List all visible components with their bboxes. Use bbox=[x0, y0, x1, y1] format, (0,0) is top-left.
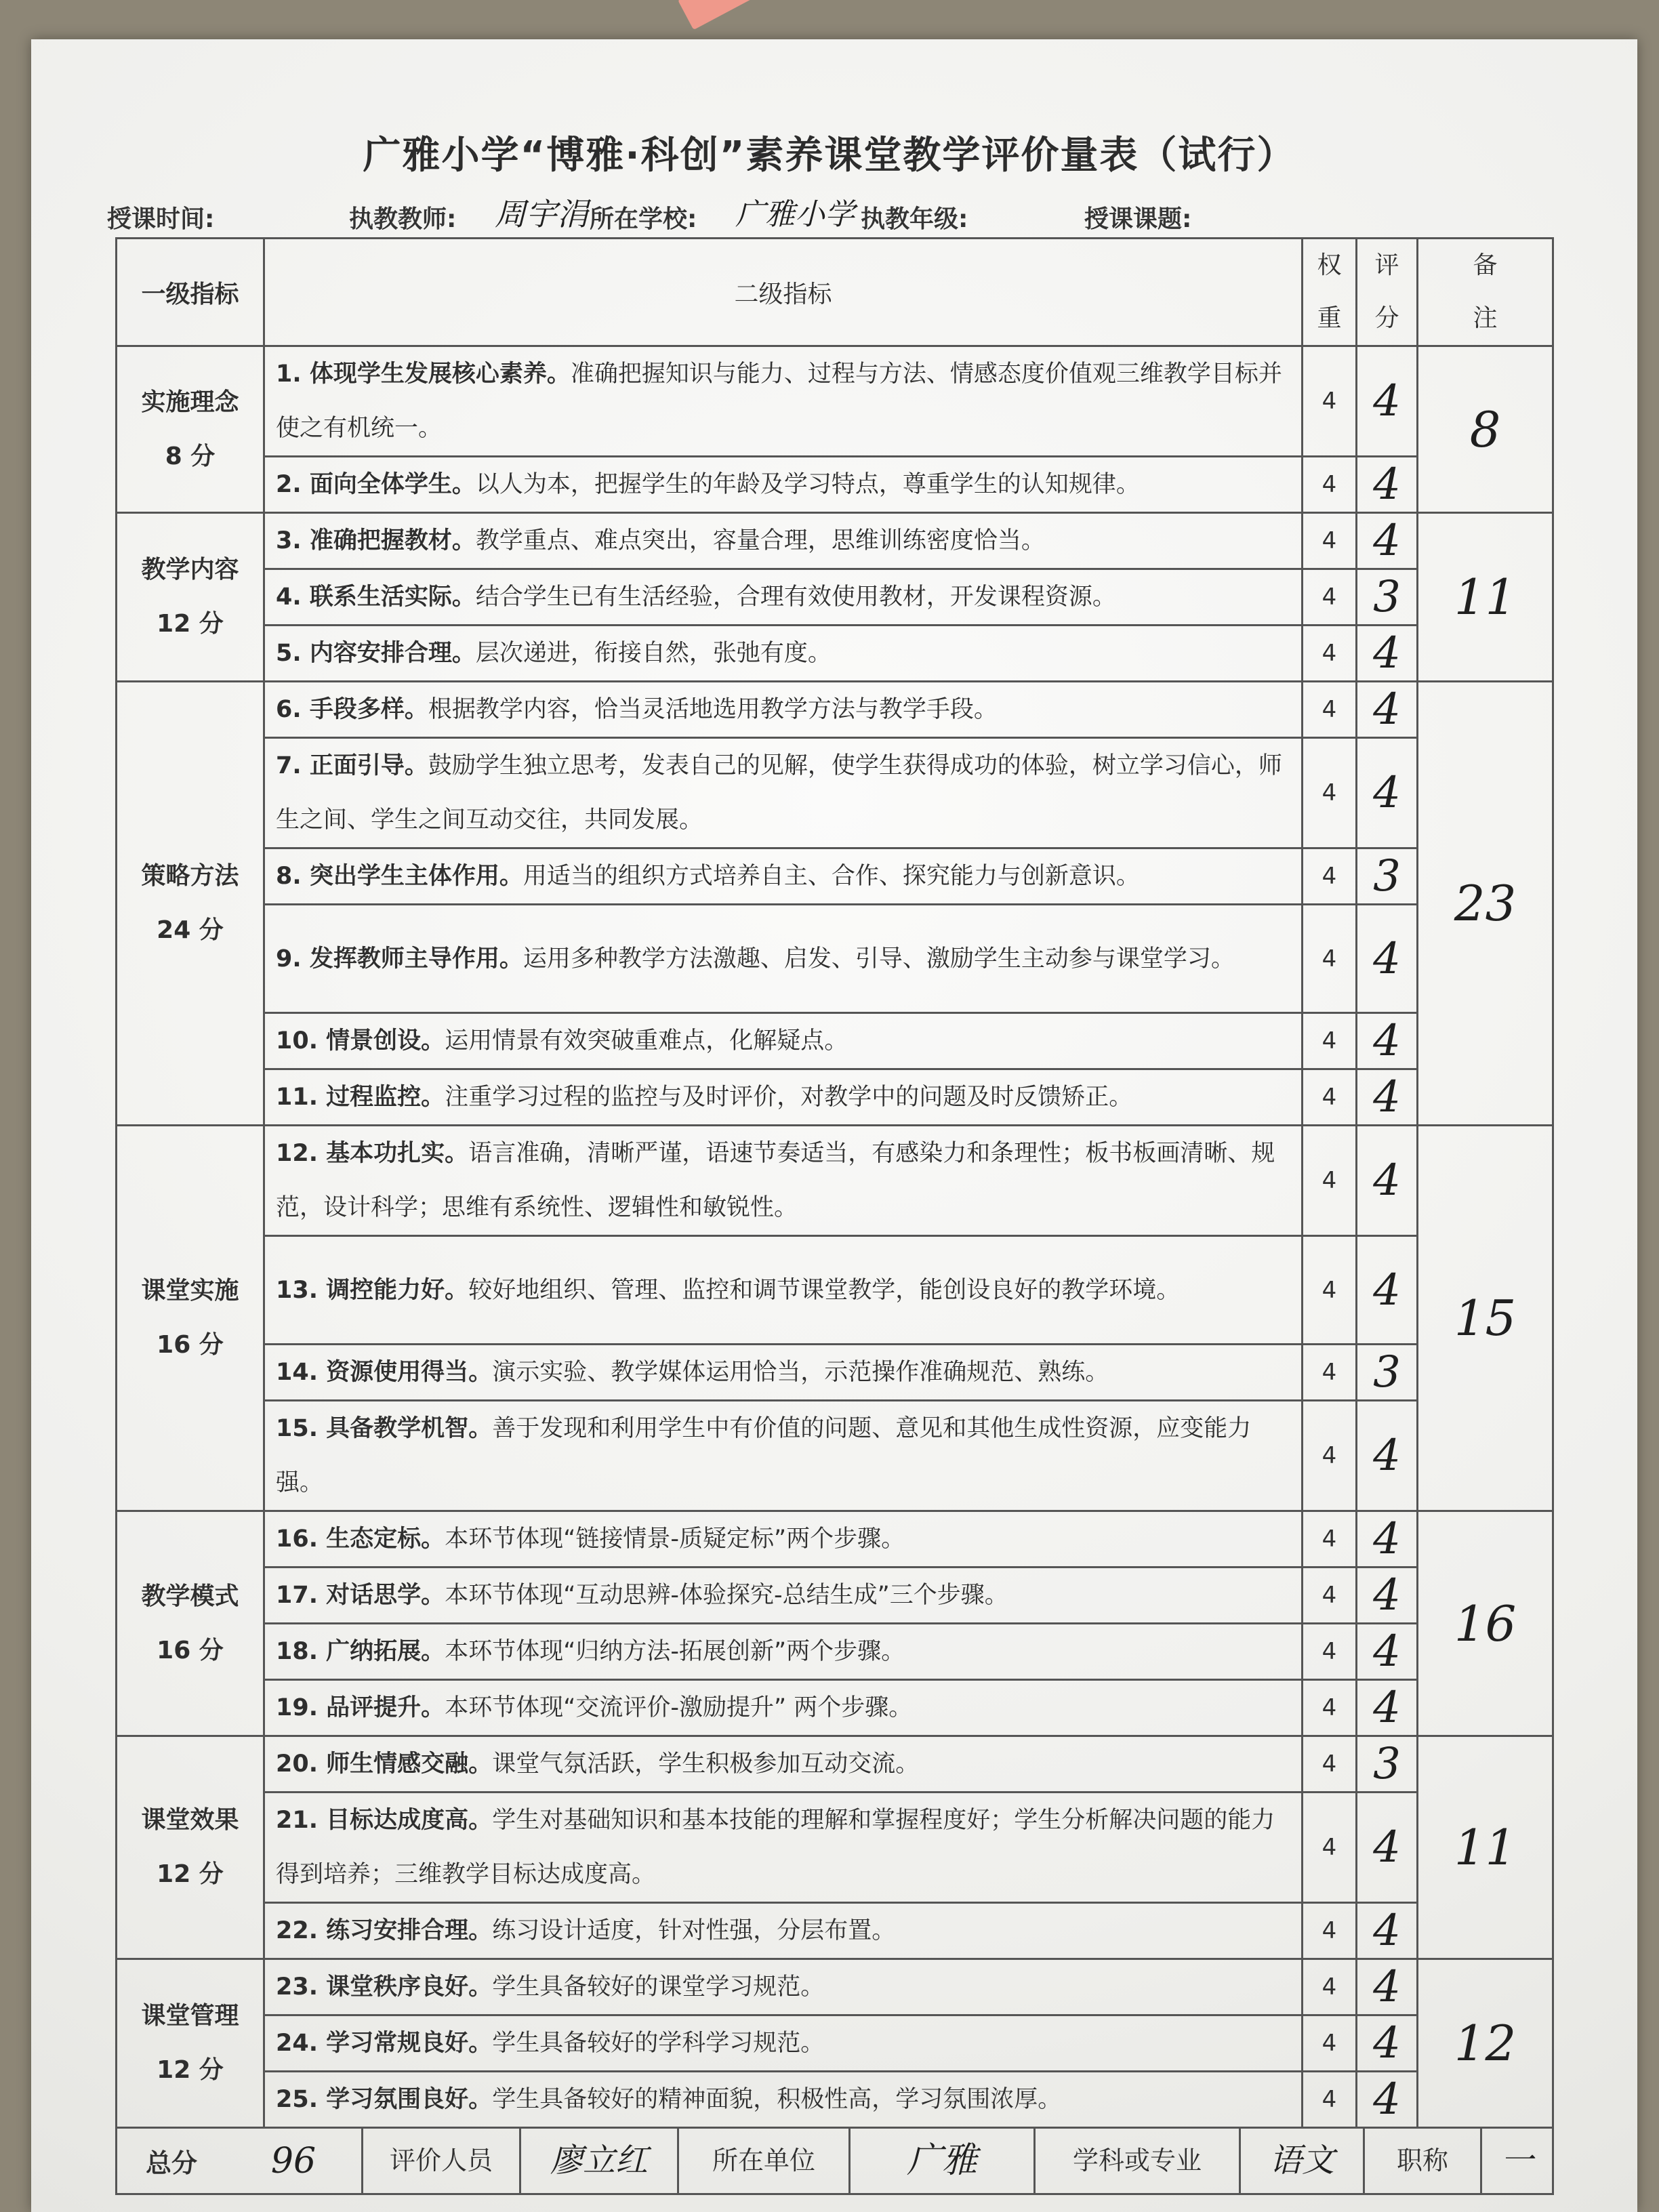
weight-cell: 4 bbox=[1303, 1013, 1357, 1069]
level2-indicator bbox=[264, 1345, 1303, 1401]
evaluation-table bbox=[115, 237, 1554, 2195]
job-title-value: 一 bbox=[1480, 2129, 1552, 2193]
level1-indicator bbox=[117, 1126, 264, 1511]
level2-description: 善于发现和利用学生中有价值的问题、意见和其他生成性资源，应变能力强。 bbox=[276, 1415, 1252, 1496]
level2-description: 以人为本，把握学生的年龄及学习特点，尊重学生的认知规律。 bbox=[475, 471, 1140, 498]
weight-cell: 4 bbox=[1303, 848, 1357, 905]
level2-indicator bbox=[264, 1013, 1303, 1069]
table-row bbox=[117, 1236, 1553, 1345]
table-row bbox=[117, 2072, 1553, 2128]
weight-cell: 4 bbox=[1303, 1959, 1357, 2015]
score-cell: 4 bbox=[1357, 1236, 1418, 1345]
level1-indicator bbox=[117, 1511, 264, 1736]
level1-indicator bbox=[117, 346, 264, 513]
subject-value: 语文 bbox=[1239, 2129, 1363, 2193]
score-cell: 4 bbox=[1357, 905, 1418, 1013]
level2-title: 17. 对话思学。 bbox=[276, 1582, 445, 1609]
score-cell: 4 bbox=[1357, 682, 1418, 738]
teacher-value: 周宇涓 bbox=[495, 196, 588, 232]
level2-description: 教学重点、难点突出，容量合理，思维训练密度恰当。 bbox=[475, 527, 1045, 554]
level2-indicator bbox=[264, 905, 1303, 1013]
weight-cell: 4 bbox=[1303, 2015, 1357, 2072]
level2-title: 8. 突出学生主体作用。 bbox=[276, 863, 523, 890]
unit-value: 广雅 bbox=[848, 2129, 1033, 2193]
level1-name: 策略方法 bbox=[141, 862, 239, 890]
level2-indicator bbox=[264, 2015, 1303, 2072]
table-row bbox=[117, 1069, 1553, 1126]
evaluator-value: 廖立红 bbox=[519, 2129, 677, 2193]
table-row bbox=[117, 738, 1553, 848]
level1-indicator bbox=[117, 513, 264, 682]
weight-cell: 4 bbox=[1303, 1680, 1357, 1736]
level2-indicator bbox=[264, 1680, 1303, 1736]
col-header-level2: 二级指标 bbox=[264, 239, 1303, 346]
level2-title: 12. 基本功扎实。 bbox=[276, 1140, 469, 1167]
col-header-note: 备 注 bbox=[1418, 239, 1553, 346]
school-value: 广雅小学 bbox=[735, 197, 855, 232]
weight-cell: 4 bbox=[1303, 905, 1357, 1013]
level2-description: 用适当的组织方式培养自主、合作、探究能力与创新意识。 bbox=[523, 863, 1140, 890]
level2-description: 本环节体现“归纳方法-拓展创新”两个步骤。 bbox=[445, 1638, 905, 1665]
level2-title: 25. 学习氛围良好。 bbox=[276, 2086, 493, 2113]
weight-cell: 4 bbox=[1303, 1236, 1357, 1345]
score-cell: 4 bbox=[1357, 457, 1418, 513]
level2-title: 22. 练习安排合理。 bbox=[276, 1917, 493, 1944]
level2-title: 7. 正面引导。 bbox=[276, 752, 428, 779]
score-cell: 3 bbox=[1357, 1736, 1418, 1793]
level1-name: 教学内容 bbox=[141, 556, 239, 583]
level2-indicator bbox=[264, 1126, 1303, 1236]
level2-title: 14. 资源使用得当。 bbox=[276, 1359, 493, 1386]
level2-title: 2. 面向全体学生。 bbox=[276, 471, 476, 498]
level2-title: 23. 课堂秩序良好。 bbox=[276, 1973, 493, 2001]
level2-indicator bbox=[264, 1401, 1303, 1511]
table-row bbox=[117, 1126, 1553, 1236]
teacher-label: 执教教师: bbox=[349, 205, 457, 233]
note-subtotal: 11 bbox=[1418, 513, 1553, 682]
level2-description: 鼓励学生独立思考，发表自己的见解，使学生获得成功的体验，树立学习信心，师生之间、学生之间互动交往，共同发展。 bbox=[276, 752, 1282, 834]
level2-description: 学生具备较好的课堂学习规范。 bbox=[492, 1973, 825, 2001]
weight-cell: 4 bbox=[1303, 1126, 1357, 1236]
score-cell: 3 bbox=[1357, 848, 1418, 905]
level2-description: 运用多种教学方法激趣、启发、引导、激励学生主动参与课堂学习。 bbox=[523, 945, 1235, 972]
weight-cell: 4 bbox=[1303, 1401, 1357, 1511]
table-row bbox=[117, 1903, 1553, 1959]
level2-title: 24. 学习常规良好。 bbox=[276, 2030, 493, 2057]
level2-indicator bbox=[264, 513, 1303, 569]
table-row bbox=[117, 905, 1553, 1013]
level2-indicator bbox=[264, 1736, 1303, 1793]
score-cell: 4 bbox=[1357, 626, 1418, 682]
table-header-row bbox=[117, 239, 1553, 346]
score-cell: 4 bbox=[1357, 1511, 1418, 1568]
level2-indicator bbox=[264, 848, 1303, 905]
table-row bbox=[117, 682, 1553, 738]
score-cell: 4 bbox=[1357, 738, 1418, 848]
level1-indicator bbox=[117, 1736, 264, 1959]
level2-indicator bbox=[264, 1511, 1303, 1568]
document-title: 广雅小学“博雅·科创”素养课堂教学评价量表（试行） bbox=[363, 134, 1296, 178]
weight-cell: 4 bbox=[1303, 1624, 1357, 1680]
level2-indicator bbox=[264, 1568, 1303, 1624]
level2-description: 本环节体现“链接情景-质疑定标”两个步骤。 bbox=[445, 1525, 905, 1553]
weight-cell: 4 bbox=[1303, 626, 1357, 682]
evaluator-label: 评价人员 bbox=[361, 2129, 519, 2193]
score-cell: 4 bbox=[1357, 1959, 1418, 2015]
table-row bbox=[117, 626, 1553, 682]
level2-description: 运用情景有效突破重难点，化解疑点。 bbox=[445, 1027, 848, 1054]
level1-name: 实施理念 bbox=[141, 388, 239, 416]
level1-name: 课堂效果 bbox=[141, 1806, 239, 1834]
table-row bbox=[117, 569, 1553, 626]
weight-cell: 4 bbox=[1303, 1793, 1357, 1903]
col-header-score: 评 分 bbox=[1357, 239, 1418, 346]
level2-description: 本环节体现“互动思辨-体验探究-总结生成”三个步骤。 bbox=[445, 1582, 1008, 1609]
level2-title: 11. 过程监控。 bbox=[276, 1084, 445, 1111]
level2-indicator bbox=[264, 1903, 1303, 1959]
grade-label: 执教年级: bbox=[861, 205, 968, 233]
weight-cell: 4 bbox=[1303, 346, 1357, 457]
level2-description: 注重学习过程的监控与及时评价，对教学中的问题及时反馈矫正。 bbox=[445, 1084, 1133, 1111]
job-title-label: 职称 bbox=[1363, 2129, 1480, 2193]
level1-name: 课堂管理 bbox=[141, 2002, 239, 2030]
note-subtotal: 8 bbox=[1418, 346, 1553, 513]
level1-points: 16 分 bbox=[157, 1331, 224, 1359]
level1-points: 12 分 bbox=[157, 610, 224, 638]
table-row bbox=[117, 1511, 1553, 1568]
score-cell: 4 bbox=[1357, 346, 1418, 457]
weight-cell: 4 bbox=[1303, 2072, 1357, 2128]
score-cell: 4 bbox=[1357, 2072, 1418, 2128]
table-row bbox=[117, 1345, 1553, 1401]
note-subtotal: 11 bbox=[1418, 1736, 1553, 1959]
level1-name: 课堂实施 bbox=[141, 1277, 239, 1305]
level1-indicator bbox=[117, 682, 264, 1126]
score-cell: 4 bbox=[1357, 1624, 1418, 1680]
table-row bbox=[117, 1736, 1553, 1793]
score-cell: 4 bbox=[1357, 1903, 1418, 1959]
table-row bbox=[117, 1680, 1553, 1736]
level2-description: 较好地组织、管理、监控和调节课堂教学，能创设良好的教学环境。 bbox=[468, 1276, 1181, 1304]
weight-cell: 4 bbox=[1303, 569, 1357, 626]
weight-cell: 4 bbox=[1303, 1345, 1357, 1401]
level2-title: 6. 手段多样。 bbox=[276, 696, 428, 723]
school-label: 所在学校: bbox=[590, 205, 697, 233]
teaching-time-label: 授课时间: bbox=[107, 205, 215, 233]
level2-description: 练习设计适度，针对性强，分层布置。 bbox=[492, 1917, 896, 1944]
level2-indicator bbox=[264, 346, 1303, 457]
level2-description: 根据教学内容，恰当灵活地选用教学方法与教学手段。 bbox=[428, 696, 998, 723]
note-subtotal: 15 bbox=[1418, 1126, 1553, 1511]
score-cell: 4 bbox=[1357, 1069, 1418, 1126]
weight-cell: 4 bbox=[1303, 457, 1357, 513]
level2-description: 本环节体现“交流评价-激励提升” 两个步骤。 bbox=[445, 1694, 913, 1721]
topic-label: 授课课题: bbox=[1084, 205, 1192, 233]
level2-description: 层次递进，衔接自然，张弛有度。 bbox=[475, 640, 832, 667]
weight-cell: 4 bbox=[1303, 1903, 1357, 1959]
level2-description: 准确把握知识与能力、过程与方法、情感态度价值观三维教学目标并使之有机统一。 bbox=[276, 361, 1282, 442]
weight-cell: 4 bbox=[1303, 1069, 1357, 1126]
score-cell: 4 bbox=[1357, 1680, 1418, 1736]
table-row bbox=[117, 1013, 1553, 1069]
level2-description: 学生具备较好的精神面貌，积极性高，学习氛围浓厚。 bbox=[492, 2086, 1062, 2113]
unit-label: 所在单位 bbox=[677, 2129, 848, 2193]
level2-indicator bbox=[264, 457, 1303, 513]
weight-cell: 4 bbox=[1303, 1511, 1357, 1568]
level1-indicator bbox=[117, 1959, 264, 2128]
level1-points: 12 分 bbox=[157, 1860, 224, 1888]
level2-description: 学生具备较好的学科学习规范。 bbox=[492, 2030, 825, 2057]
level2-indicator bbox=[264, 1069, 1303, 1126]
table-row bbox=[117, 1793, 1553, 1903]
score-cell: 4 bbox=[1357, 1126, 1418, 1236]
level2-title: 3. 准确把握教材。 bbox=[276, 527, 476, 554]
table-row bbox=[117, 1959, 1553, 2015]
weight-cell: 4 bbox=[1303, 682, 1357, 738]
weight-cell: 4 bbox=[1303, 1736, 1357, 1793]
sticky-note bbox=[678, 0, 760, 30]
level1-points: 24 分 bbox=[157, 916, 224, 944]
total-value: 96 bbox=[270, 2140, 316, 2182]
level2-description: 演示实验、教学媒体运用恰当，示范操作准确规范、熟练。 bbox=[492, 1359, 1109, 1386]
level1-points: 12 分 bbox=[157, 2056, 224, 2084]
level2-title: 1. 体现学生发展核心素养。 bbox=[276, 361, 571, 388]
level2-indicator bbox=[264, 738, 1303, 848]
weight-cell: 4 bbox=[1303, 738, 1357, 848]
level2-indicator bbox=[264, 682, 1303, 738]
level2-title: 10. 情景创设。 bbox=[276, 1027, 445, 1054]
table-row bbox=[117, 513, 1553, 569]
score-cell: 4 bbox=[1357, 2015, 1418, 2072]
weight-cell: 4 bbox=[1303, 513, 1357, 569]
level2-title: 20. 师生情感交融。 bbox=[276, 1750, 493, 1778]
level2-indicator bbox=[264, 2072, 1303, 2128]
level1-points: 16 分 bbox=[157, 1636, 224, 1664]
level2-title: 4. 联系生活实际。 bbox=[276, 583, 476, 611]
score-cell: 3 bbox=[1357, 569, 1418, 626]
note-subtotal: 12 bbox=[1418, 1959, 1553, 2128]
subject-label: 学科或专业 bbox=[1033, 2129, 1239, 2193]
level2-description: 学生对基础知识和基本技能的理解和掌握程度好；学生分析解决问题的能力得到培养；三维教学目标达成度高。 bbox=[276, 1807, 1275, 1888]
score-cell: 4 bbox=[1357, 513, 1418, 569]
table-row bbox=[117, 2015, 1553, 2072]
level2-indicator bbox=[264, 1959, 1303, 2015]
level2-title: 21. 目标达成度高。 bbox=[276, 1807, 493, 1834]
level2-title: 15. 具备教学机智。 bbox=[276, 1415, 493, 1442]
score-cell: 4 bbox=[1357, 1793, 1418, 1903]
level2-title: 19. 品评提升。 bbox=[276, 1694, 445, 1721]
level2-indicator bbox=[264, 1624, 1303, 1680]
score-cell: 4 bbox=[1357, 1401, 1418, 1511]
level2-indicator bbox=[264, 569, 1303, 626]
footer-row bbox=[117, 2128, 1553, 2194]
col-header-level1: 一级指标 bbox=[117, 239, 264, 346]
level2-description: 语言准确，清晰严谨，语速节奏适当，有感染力和条理性；板书板画清晰、规范，设计科学；思维有系统性、逻辑性和敏锐性。 bbox=[276, 1140, 1275, 1221]
score-cell: 4 bbox=[1357, 1013, 1418, 1069]
col-header-weight: 权 重 bbox=[1303, 239, 1357, 346]
table-row bbox=[117, 1624, 1553, 1680]
table-row bbox=[117, 1401, 1553, 1511]
level2-title: 13. 调控能力好。 bbox=[276, 1276, 469, 1304]
score-cell: 4 bbox=[1357, 1568, 1418, 1624]
level1-name: 教学模式 bbox=[141, 1582, 239, 1610]
note-subtotal: 23 bbox=[1418, 682, 1553, 1126]
total-label: 总分 bbox=[145, 2148, 197, 2178]
table-row bbox=[117, 1568, 1553, 1624]
level2-description: 课堂气氛活跃，学生积极参加互动交流。 bbox=[492, 1750, 920, 1778]
weight-cell: 4 bbox=[1303, 1568, 1357, 1624]
level2-indicator bbox=[264, 1793, 1303, 1903]
level2-title: 16. 生态定标。 bbox=[276, 1525, 445, 1553]
level2-title: 9. 发挥教师主导作用。 bbox=[276, 945, 523, 972]
level2-indicator bbox=[264, 1236, 1303, 1345]
level2-title: 5. 内容安排合理。 bbox=[276, 640, 476, 667]
level2-description: 结合学生已有生活经验，合理有效使用教材，开发课程资源。 bbox=[475, 583, 1116, 611]
table-row bbox=[117, 457, 1553, 513]
level1-points: 8 分 bbox=[165, 442, 216, 470]
table-row bbox=[117, 848, 1553, 905]
table-row bbox=[117, 346, 1553, 457]
score-cell: 3 bbox=[1357, 1345, 1418, 1401]
level2-title: 18. 广纳拓展。 bbox=[276, 1638, 445, 1665]
level2-indicator bbox=[264, 626, 1303, 682]
note-subtotal: 16 bbox=[1418, 1511, 1553, 1736]
